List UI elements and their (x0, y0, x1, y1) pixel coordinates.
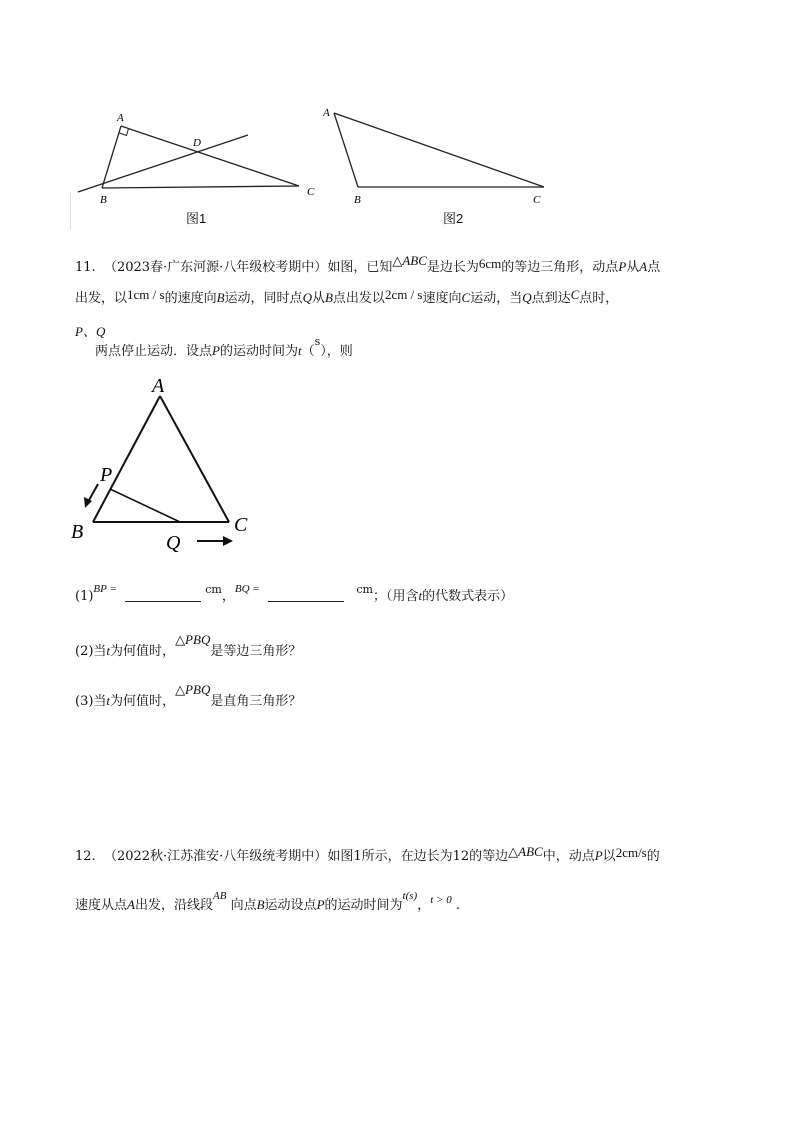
q11-diagram (65, 372, 265, 552)
question-source: （2022秋·江苏淮安·八年级统考期中） (103, 849, 328, 864)
text-fragment: 速度从点 (75, 898, 128, 913)
point-a: A (127, 897, 135, 912)
text-fragment: 从 (626, 260, 640, 275)
bp-expression: BP = (93, 583, 117, 595)
point-p: P (594, 848, 603, 863)
text-fragment: （ (301, 344, 315, 359)
sub-label: (2)当 (75, 644, 107, 659)
sub-label: (3)当 (75, 694, 107, 709)
side-length: 6cm (478, 256, 502, 271)
q11-sub3 (75, 682, 302, 709)
text-fragment: 的运动时间为 (219, 344, 298, 359)
text-fragment: 向点 (230, 898, 257, 913)
vertex-b-label: B (100, 194, 107, 206)
segment-ac (121, 126, 299, 186)
text-fragment: 为何值时， (110, 694, 176, 709)
triangle-pbq: △PBQ (175, 682, 211, 697)
vertex-a-label: A (152, 375, 165, 397)
point-p: P (212, 343, 220, 358)
text-fragment: 中，动点 (542, 849, 595, 864)
figure-1-caption: 图1 (186, 211, 207, 226)
speed-q: 2cm / s (384, 287, 423, 302)
text-fragment: 的运动时间为 (324, 898, 403, 913)
q12-line2 (75, 890, 460, 913)
text-fragment: 出发，以 (75, 291, 128, 306)
text-fragment: 从 (311, 291, 325, 306)
q11-sub2 (75, 632, 302, 659)
unit-cm: cm (205, 583, 222, 596)
point-c: C (570, 287, 580, 302)
arrow-p-shaft (88, 484, 98, 502)
text-fragment: 点到达 (531, 291, 571, 306)
side-ab (93, 396, 160, 522)
sub-label: (1) (75, 589, 94, 604)
bq-expression: BQ = (234, 583, 260, 595)
text-fragment: 运动设点 (264, 898, 317, 913)
q11-line2 (75, 287, 618, 306)
point-p-label: P (100, 464, 113, 486)
arrow-q-head (223, 536, 233, 546)
text-fragment: 点时， (579, 291, 619, 306)
time-variable: t (106, 693, 111, 708)
q11-line1 (75, 253, 661, 275)
time-expression: t(s) (402, 890, 418, 902)
figure-2-caption: 图2 (443, 211, 464, 226)
point-q: Q (302, 290, 312, 305)
time-condition: t > 0 (430, 894, 452, 906)
point-q-label: Q (166, 532, 181, 552)
triangle-pbq: △PBQ (175, 632, 211, 647)
time-variable: t (418, 588, 423, 603)
segment-ab (334, 113, 358, 187)
point-a: A (639, 259, 648, 274)
vertex-a-label: A (117, 112, 124, 124)
text-fragment: 运动，当 (470, 291, 523, 306)
vertex-b-label: B (354, 194, 361, 206)
text-fragment: ），则 (320, 344, 353, 359)
text-fragment: 为何值时， (110, 644, 176, 659)
speed-p: 1cm / s (127, 287, 165, 302)
segment-bc (102, 186, 299, 188)
vertex-c-label: C (307, 186, 315, 198)
side-ac (160, 396, 229, 522)
text-fragment: 点出发以 (332, 291, 385, 306)
point-b: B (324, 290, 333, 305)
text-fragment: 是边长为 (426, 260, 479, 275)
points-p-q: P、Q (75, 324, 106, 339)
point-b: B (216, 290, 225, 305)
question-number: 11. (75, 260, 96, 275)
segment-ac (334, 113, 544, 187)
right-angle-mark (120, 129, 129, 136)
question-source: （2023春·广东河源·八年级校考期中） (103, 260, 328, 275)
answer-blank-bq[interactable] (268, 588, 344, 602)
text-fragment: 的代数式表示） (422, 589, 514, 604)
vertex-d-label: D (193, 137, 201, 149)
unit-cm: cm (356, 583, 373, 596)
text-fragment: 是等边三角形？ (210, 644, 302, 659)
text-fragment: 如图，已知 (327, 260, 393, 275)
point-p: P (618, 259, 627, 274)
point-b: B (256, 897, 265, 912)
vertex-b-label: B (71, 521, 84, 543)
vertex-a-label: A (323, 107, 330, 119)
text-fragment: 运动，同时点 (224, 291, 303, 306)
q12-line1 (75, 845, 660, 864)
text-fragment: 速度向 (422, 291, 462, 306)
text-fragment: 的 (646, 849, 660, 864)
line-bd (78, 135, 248, 192)
text-fragment: ， (417, 898, 431, 913)
text-fragment: 的速度向 (164, 291, 217, 306)
answer-blank-bp[interactable] (125, 588, 201, 602)
point-p: P (316, 897, 325, 912)
text-fragment: 两点停止运动．设点 (95, 344, 213, 359)
text-fragment: 是直角三角形？ (210, 694, 302, 709)
point-c: C (461, 290, 471, 305)
text-fragment: 点 (647, 260, 661, 275)
q11-sub1 (75, 585, 513, 604)
text-fragment: 出发，沿线段 (134, 898, 213, 913)
question-number: 12. (75, 849, 96, 864)
text-fragment: （用含 (385, 589, 419, 604)
text-fragment: 的等边三角形，动点 (501, 260, 619, 275)
q11-line3b (95, 335, 353, 359)
vertex-c-label: C (234, 514, 248, 536)
triangle-abc: △ABC (392, 253, 427, 268)
point-q: Q (522, 290, 532, 305)
figure-2 (320, 100, 560, 210)
text-fragment: 以 (602, 849, 616, 864)
segment-pq (110, 489, 180, 522)
text-fragment: . (455, 898, 460, 913)
triangle-abc: △ABC (508, 844, 543, 859)
segment-ab: AB (212, 890, 227, 902)
text-fragment: 如图1所示，在边长为12的等边 (327, 849, 509, 864)
time-variable: t (106, 643, 111, 658)
vertex-c-label: C (533, 194, 541, 206)
time-variable: t (297, 343, 302, 358)
time-unit: s (314, 335, 321, 348)
speed: 2cm/s (615, 845, 647, 860)
text-fragment: ， (221, 589, 235, 604)
text-fragment: ； (372, 589, 386, 604)
